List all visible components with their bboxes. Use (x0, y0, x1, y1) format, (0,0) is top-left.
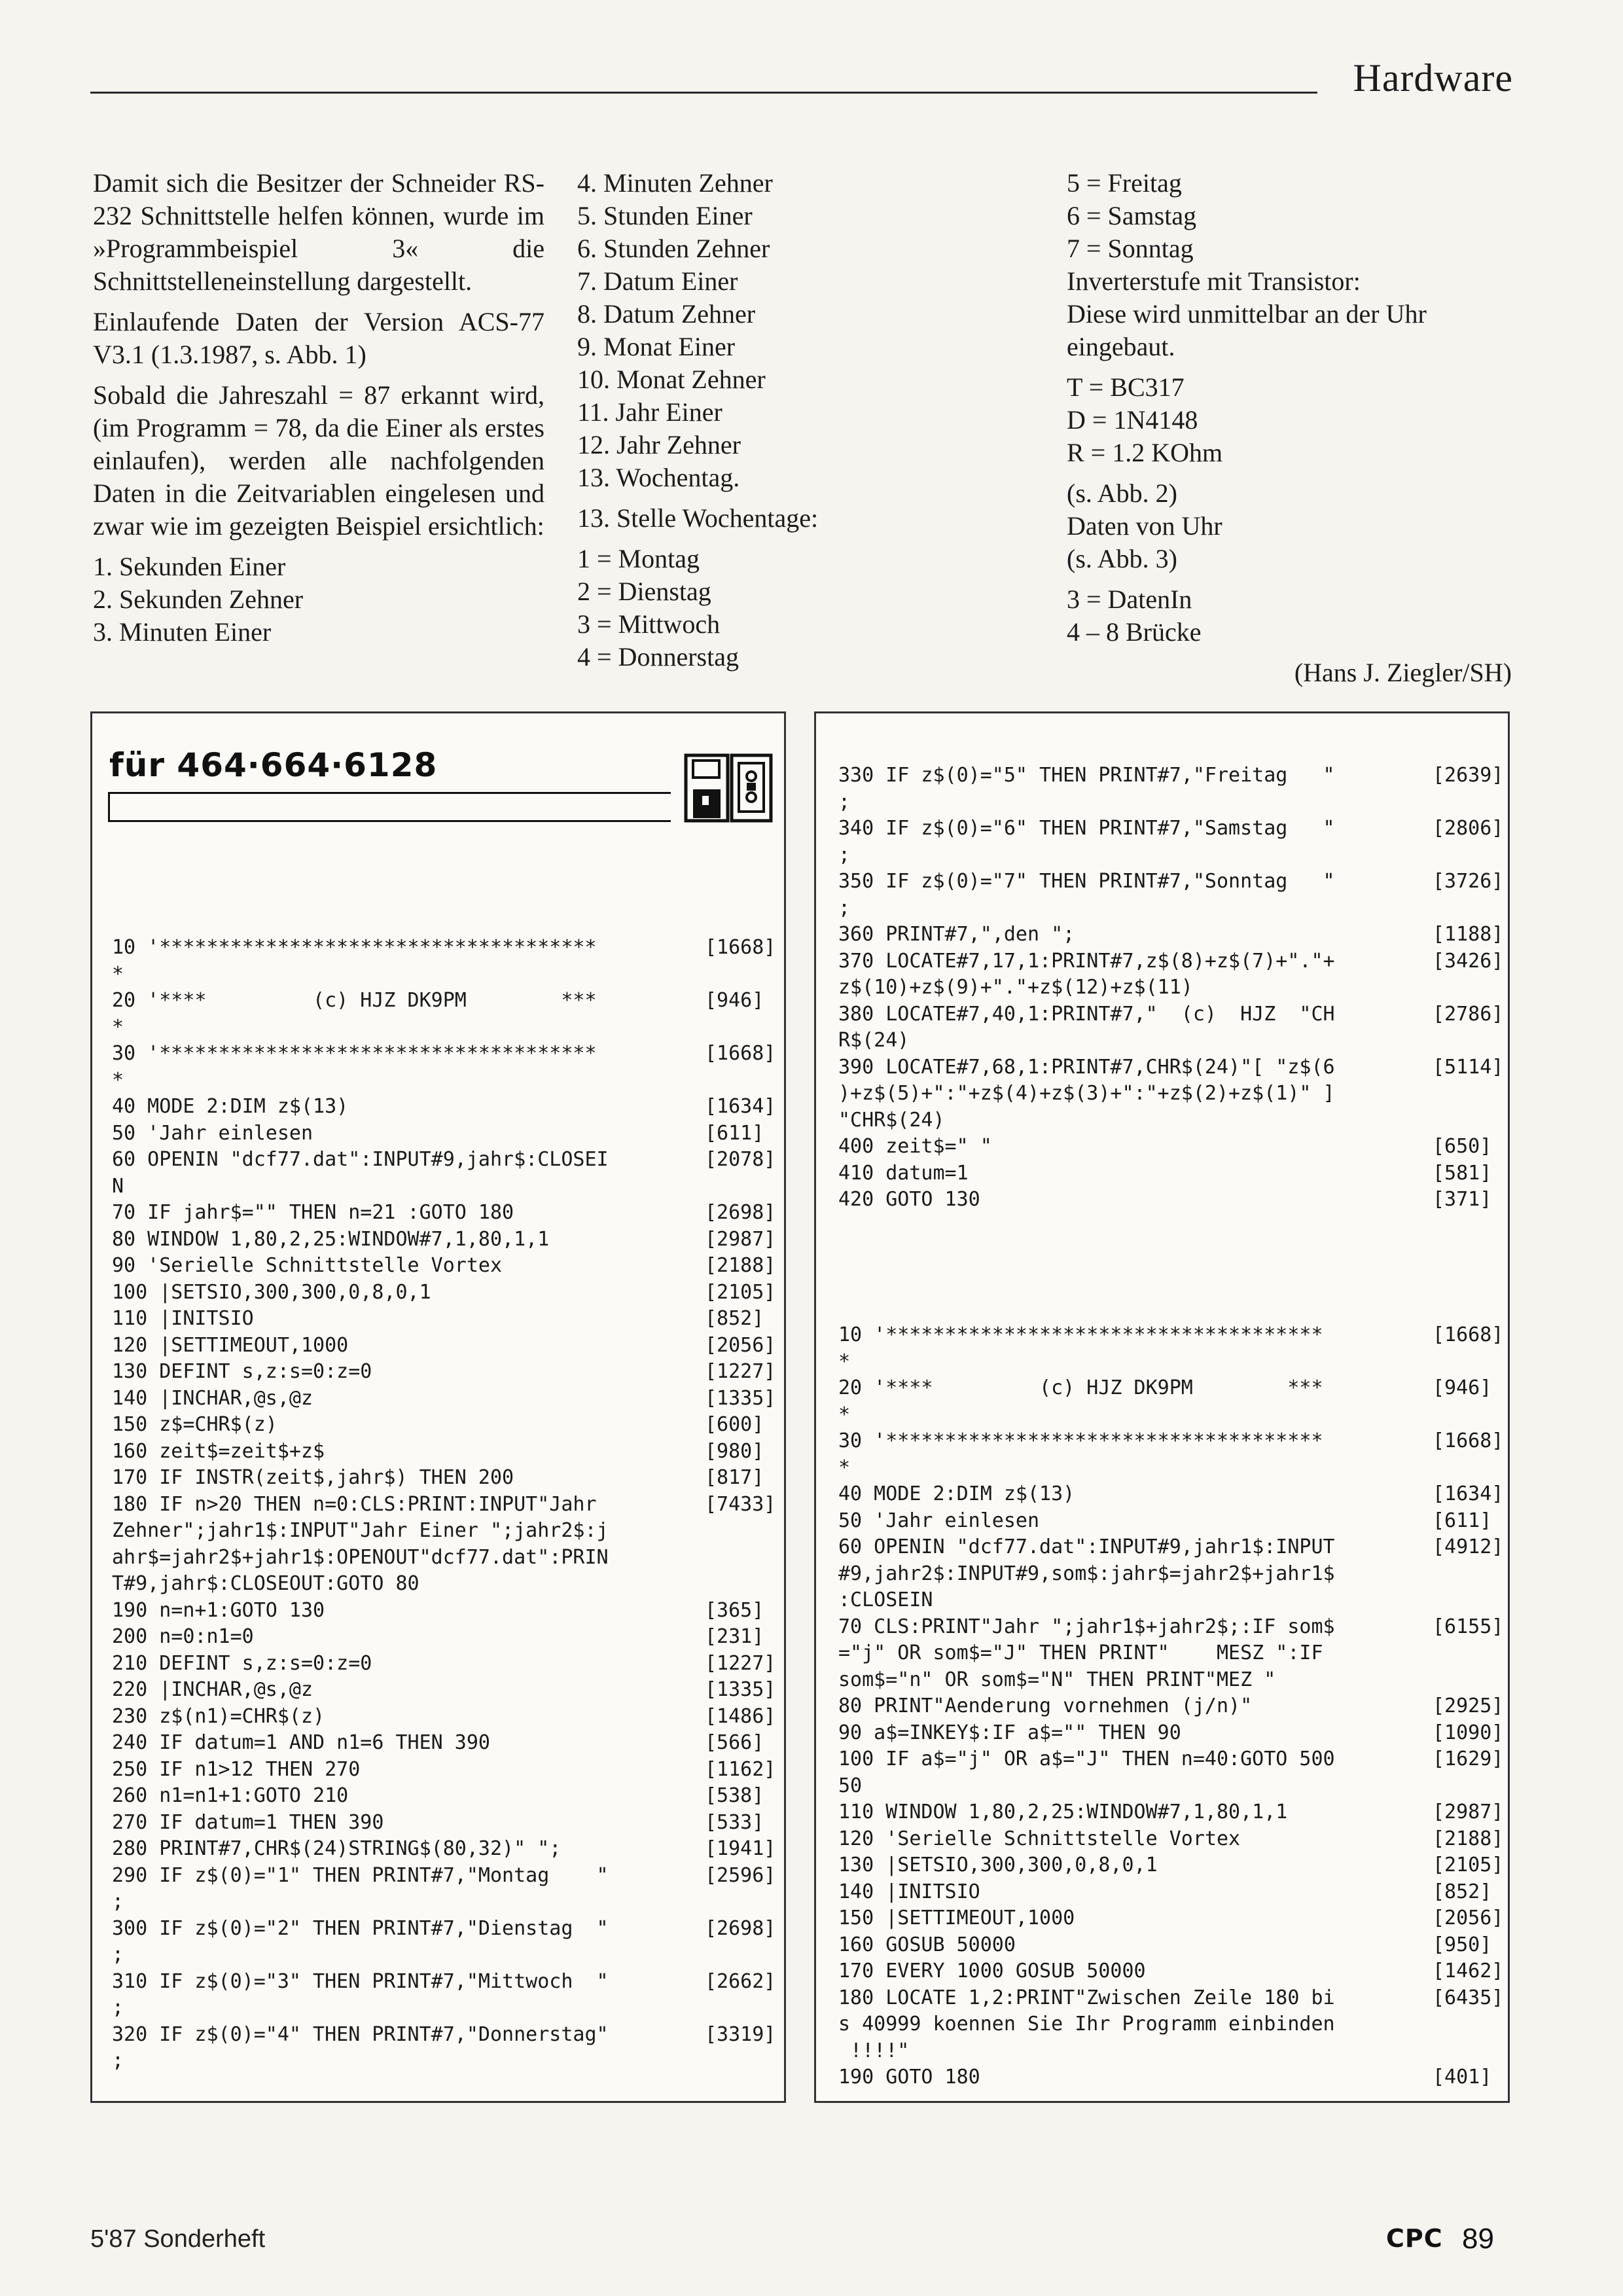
code-line (838, 895, 1335, 922)
code-line (112, 988, 764, 1014)
checksum: [1486] (705, 1704, 776, 1728)
code-line (112, 1439, 764, 1465)
code-text: * (112, 1068, 124, 1092)
code-text: 70 IF jahr$="" THEN n=21 :GOTO 180 (112, 1201, 514, 1224)
code-line (112, 1227, 776, 1253)
code-line (112, 1174, 609, 1200)
code-text: #9,jahr2$:INPUT#9,som$:jahr$=jahr2$+jahr1$ (838, 1562, 1335, 1585)
code-line (838, 1107, 1335, 1134)
checksum: [401] (1433, 2066, 1492, 2089)
code-line (112, 1704, 776, 1731)
code-line (112, 1651, 776, 1677)
list-item: 3 = Mittwoch (577, 609, 721, 639)
code-text: 320 IF z$(0)="4" THEN PRINT#7,"Donnerstag" (112, 2022, 609, 2046)
code-line (112, 961, 609, 988)
paragraph: Sobald die Jahreszahl = 87 erkannt wird, (im Programm = 78, da die Einer als erstes einlaufen), werden alle nachfolgenden Daten in die Zeitvariablen eingelesen und zwar wie im gezeigten Beispiel ersichtlich: (93, 380, 544, 541)
checksum: [2056] (705, 1333, 776, 1357)
code-line (838, 1508, 1492, 1535)
checksum: [852] (1433, 1880, 1492, 1903)
list-item: 3. Minuten Einer (93, 617, 272, 647)
byline: (Hans J. Ziegler/SH) (1294, 658, 1512, 687)
code-line (838, 1054, 1504, 1081)
code-line (838, 1614, 1504, 1641)
code-text: 200 n=0:n1=0 (112, 1625, 254, 1648)
code-text: ="j" OR som$="J" THEN PRINT" MESZ ":IF (838, 1641, 1323, 1664)
code-text: * (112, 1015, 124, 1039)
checksum: [950] (1433, 1933, 1492, 1956)
code-listing (838, 1322, 1504, 2091)
code-text: Zehner";jahr1$:INPUT"Jahr Einer ";jahr2$:j (112, 1519, 609, 1542)
code-text: 90 'Serielle Schnittstelle Vortex (112, 1254, 503, 1277)
code-line (838, 1001, 1504, 1028)
code-text: 210 DEFINT s,z:s=0:z=0 (112, 1651, 372, 1675)
code-line (112, 1200, 776, 1227)
code-text: ; (838, 843, 851, 867)
code-text: 30 '************************************* (838, 1429, 1323, 1452)
code-line (112, 1836, 776, 1863)
code-line (112, 2048, 609, 2075)
code-text: 130 |SETSIO,300,300,0,8,0,1 (838, 1854, 1158, 1876)
code-text: 170 EVERY 1000 GOSUB 50000 (838, 1960, 1146, 1982)
checksum: [1668] (705, 1042, 776, 1065)
code-line (112, 1094, 776, 1121)
code-text: 10 '************************************* (112, 936, 597, 959)
code-line (112, 1465, 764, 1492)
checksum: [2188] (1433, 1827, 1504, 1850)
code-text: ; (112, 2049, 124, 2072)
code-line (838, 1958, 1504, 1985)
checksum: [1335] (705, 1678, 776, 1701)
list-item: 5. Stunden Einer (577, 201, 753, 230)
code-text: 60 OPENIN "dcf77.dat":INPUT#9,jahr1$:INPUT (838, 1535, 1335, 1558)
figure-reference: (s. Abb. 2) (1067, 478, 1177, 508)
code-text: 50 'Jahr einlesen (838, 1509, 1040, 1532)
code-text: 260 n1=n1+1:GOTO 210 (112, 1784, 349, 1807)
code-line (838, 1640, 1335, 1667)
checksum: [2188] (705, 1254, 776, 1277)
checksum: [2596] (705, 1863, 776, 1887)
checksum: [2987] (1433, 1801, 1504, 1823)
code-line (838, 922, 1504, 948)
code-line (112, 1677, 776, 1704)
code-line (838, 842, 1335, 869)
code-text: 30 '************************************* (112, 1042, 597, 1065)
code-line (838, 1826, 1504, 1853)
code-text: s 40999 koennen Sie Ihr Programm einbinden (838, 2013, 1335, 2036)
code-line (112, 1571, 609, 1598)
code-line (838, 1746, 1504, 1773)
checksum: [1162] (705, 1757, 776, 1781)
list-item: 11. Jahr Einer (577, 397, 722, 427)
code-line (112, 1121, 764, 1147)
checksum: [2806] (1433, 817, 1504, 840)
code-text: :CLOSEIN (838, 1588, 933, 1611)
text-column-3 (1067, 167, 1512, 697)
list-item: 6 = Samstag (1067, 201, 1197, 230)
code-text: N (112, 1174, 124, 1198)
code-line (838, 1187, 1492, 1213)
code-line (838, 1455, 1335, 1482)
list-item: 1. Sekunden Einer (93, 552, 286, 581)
code-text: * (112, 962, 124, 986)
paragraph: Einlaufende Daten der Version ACS-77 V3.1 (1.3.1987, s. Abb. 1) (93, 307, 544, 369)
code-text: ; (112, 1943, 124, 1966)
code-listing (838, 762, 1504, 1213)
checksum: [566] (705, 1731, 764, 1754)
code-line (112, 1598, 764, 1624)
list-item: 4 = Donnerstag (577, 642, 739, 672)
checksum: [231] (705, 1625, 764, 1648)
code-text: 110 |INITSIO (112, 1307, 254, 1330)
code-line (838, 2038, 1335, 2065)
code-line (112, 1969, 776, 1996)
code-line (112, 1757, 776, 1784)
code-text: 410 datum=1 (838, 1161, 969, 1185)
code-text: 10 '************************************* (838, 1323, 1323, 1346)
checksum: [1462] (1433, 1960, 1504, 1982)
code-line (838, 1160, 1492, 1187)
code-text: 140 |INITSIO (838, 1880, 980, 1903)
code-line (112, 2022, 776, 2049)
list-item: D = 1N4148 (1067, 405, 1198, 435)
code-line (838, 1134, 1492, 1160)
code-text: * (838, 1403, 851, 1426)
code-text: 90 a$=INKEY$:IF a$="" THEN 90 (838, 1721, 1181, 1744)
checksum: [4912] (1433, 1535, 1504, 1558)
checksum: [817] (705, 1466, 764, 1489)
code-line (838, 1322, 1504, 1349)
code-line (838, 789, 1335, 816)
code-text: 110 WINDOW 1,80,2,25:WINDOW#7,1,80,1,1 (838, 1801, 1288, 1823)
checksum: [6435] (1433, 1986, 1504, 2009)
code-line (838, 1428, 1504, 1455)
code-line (838, 1349, 1335, 1376)
checksum: [946] (1433, 1376, 1492, 1399)
code-line (112, 1730, 764, 1757)
list-item: 7. Datum Einer (577, 266, 738, 296)
floppy-disk-icon (684, 753, 730, 825)
code-text: 140 |INCHAR,@s,@z (112, 1386, 313, 1410)
code-line (838, 1773, 1335, 1800)
list-item: R = 1.2 KOhm (1067, 438, 1223, 467)
code-line (838, 1879, 1492, 1906)
code-line (112, 1518, 609, 1545)
code-text: 20 '**** (c) HJZ DK9PM *** (838, 1376, 1323, 1399)
header-rule (90, 92, 1317, 94)
checksum: [2662] (705, 1969, 776, 1993)
code-line (838, 1720, 1504, 1747)
code-line (838, 948, 1504, 975)
code-text: R$(24) (838, 1029, 910, 1052)
code-text: ahr$=jahr2$+jahr1$:OPENOUT"dcf77.dat":PRIN (112, 1545, 609, 1569)
checksum: [6155] (1433, 1615, 1504, 1638)
checksum: [7433] (705, 1492, 776, 1516)
checksum: [2698] (705, 1916, 776, 1940)
code-line (838, 1852, 1504, 1879)
checksum: [611] (705, 1121, 764, 1145)
code-text: )+z$(5)+":"+z$(4)+z$(3)+":"+z$(2)+z$(1)" ] (838, 1082, 1335, 1105)
code-text: 100 |SETSIO,300,300,0,8,0,1 (112, 1280, 431, 1304)
code-text: T#9,jahr$:CLOSEOUT:GOTO 80 (112, 1572, 419, 1595)
code-line (112, 1253, 776, 1280)
code-text: 390 LOCATE#7,68,1:PRINT#7,CHR$(24)"[ "z$(6 (838, 1055, 1335, 1079)
code-line (838, 1081, 1335, 1107)
checksum: [852] (705, 1307, 764, 1330)
code-line (112, 935, 776, 961)
checksum: [1227] (705, 1651, 776, 1675)
checksum: [1668] (1433, 1323, 1504, 1346)
checksum: [1668] (1433, 1429, 1504, 1452)
code-text: ; (838, 896, 851, 920)
code-text: 100 IF a$="j" OR a$="J" THEN n=40:GOTO 500 (838, 1748, 1335, 1770)
code-text: 150 z$=CHR$(z) (112, 1413, 277, 1436)
code-line (112, 1810, 764, 1837)
code-line (838, 1561, 1335, 1588)
code-text: 80 WINDOW 1,80,2,25:WINDOW#7,1,80,1,1 (112, 1227, 550, 1251)
checksum: [1668] (705, 936, 776, 959)
checksum: [611] (1433, 1509, 1492, 1532)
code-line (838, 2011, 1335, 2038)
checksum: [2105] (1433, 1854, 1504, 1876)
code-line (112, 1995, 609, 2022)
code-text: 330 IF z$(0)="5" THEN PRINT#7,"Freitag " (838, 764, 1335, 787)
checksum: [2056] (1433, 1907, 1504, 1929)
checksum: [1090] (1433, 1721, 1504, 1744)
code-line (838, 1799, 1504, 1826)
code-line (112, 1916, 776, 1943)
code-text: ; (112, 1996, 124, 2019)
code-line (838, 1905, 1504, 1932)
code-text: 270 IF datum=1 THEN 390 (112, 1810, 384, 1834)
code-text: 50 (838, 1774, 863, 1797)
code-text: 120 |SETTIMEOUT,1000 (112, 1333, 349, 1357)
platform-label: für 464·664·6128 (109, 746, 438, 784)
checksum: [1188] (1433, 923, 1504, 946)
checksum: [2698] (705, 1201, 776, 1224)
text-column-1 (93, 167, 544, 649)
code-line (112, 1386, 776, 1412)
page-number: 89 (1462, 2223, 1494, 2255)
code-text: 240 IF datum=1 AND n1=6 THEN 390 (112, 1731, 490, 1754)
code-line (838, 1481, 1504, 1508)
checksum: [371] (1433, 1188, 1492, 1211)
code-text: 340 IF z$(0)="6" THEN PRINT#7,"Samstag " (838, 817, 1335, 840)
code-line (112, 1067, 609, 1094)
subheading: 13. Stelle Wochentage: (577, 503, 819, 533)
code-text: 220 |INCHAR,@s,@z (112, 1678, 313, 1701)
code-text: 130 DEFINT s,z:s=0:z=0 (112, 1360, 372, 1383)
checksum: [3426] (1433, 949, 1504, 973)
list-item: 4 – 8 Brücke (1067, 617, 1202, 647)
listing-box-left (90, 711, 786, 2103)
platform-banner (108, 746, 769, 818)
code-line (112, 1147, 776, 1174)
code-text: 370 LOCATE#7,17,1:PRINT#7,z$(8)+z$(7)+"."+ (838, 949, 1335, 973)
code-text: 380 LOCATE#7,40,1:PRINT#7," (c) HJZ "CH (838, 1002, 1335, 1026)
code-text: 350 IF z$(0)="7" THEN PRINT#7,"Sonntag " (838, 870, 1335, 893)
code-text: 190 n=n+1:GOTO 130 (112, 1598, 325, 1622)
checksum: [3726] (1433, 870, 1504, 893)
list-item: 2. Sekunden Zehner (93, 584, 304, 614)
code-text: 120 'Serielle Schnittstelle Vortex (838, 1827, 1241, 1850)
code-line (112, 1545, 609, 1571)
code-line (838, 2064, 1492, 2091)
code-line (838, 1667, 1335, 1694)
list-item: 5 = Freitag (1067, 168, 1182, 198)
code-line (838, 1932, 1492, 1959)
list-item: 6. Stunden Zehner (577, 234, 770, 263)
code-line (838, 1028, 1335, 1054)
code-text: ; (838, 790, 851, 814)
cassette-icon (728, 753, 774, 825)
checksum: [1629] (1433, 1748, 1504, 1770)
checksum: [538] (705, 1784, 764, 1807)
code-line (112, 1041, 776, 1067)
code-line (838, 1587, 1335, 1614)
code-line (838, 1693, 1504, 1720)
list-item: 4. Minuten Zehner (577, 168, 773, 198)
code-text: 290 IF z$(0)="1" THEN PRINT#7,"Montag " (112, 1863, 609, 1887)
section-title: Hardware (1347, 56, 1513, 101)
checksum: [3319] (705, 2022, 776, 2046)
checksum: [2078] (705, 1148, 776, 1171)
list-item: 2 = Dienstag (577, 577, 711, 606)
code-text: 190 GOTO 180 (838, 2066, 980, 2089)
code-line (112, 1014, 609, 1041)
code-text: 80 PRINT"Aenderung vornehmen (j/n)" (838, 1695, 1253, 1717)
code-text: 70 CLS:PRINT"Jahr ";jahr1$+jahr2$;:IF som$ (838, 1615, 1335, 1638)
checksum: [5114] (1433, 1055, 1504, 1079)
code-text: 160 zeit$=zeit$+z$ (112, 1439, 325, 1463)
list-item: 12. Jahr Zehner (577, 430, 741, 459)
code-listing (112, 935, 776, 2075)
list-item: 13. Wochentag. (577, 463, 740, 492)
code-text: 230 z$(n1)=CHR$(z) (112, 1704, 325, 1728)
checksum: [600] (705, 1413, 764, 1436)
code-line (838, 1375, 1492, 1402)
code-line (112, 1412, 764, 1439)
footer-brand-logo: CPC (1386, 2224, 1443, 2253)
checksum: [1941] (705, 1837, 776, 1860)
daten-label: Daten von Uhr (1067, 511, 1222, 541)
checksum: [1634] (1433, 1482, 1504, 1505)
code-line (838, 869, 1504, 895)
code-text: 180 IF n>20 THEN n=0:CLS:PRINT:INPUT"Jahr (112, 1492, 597, 1516)
list-item: 1 = Montag (577, 544, 700, 573)
code-line (112, 1889, 609, 1916)
checksum: [2786] (1433, 1002, 1504, 1026)
code-line (112, 1280, 776, 1306)
code-text: * (838, 1350, 851, 1373)
code-line (838, 1985, 1504, 2012)
code-text: "CHR$(24) (838, 1108, 945, 1132)
list-item: 3 = DatenIn (1067, 584, 1192, 614)
code-line (838, 816, 1504, 842)
list-item: 7 = Sonntag (1067, 234, 1194, 263)
list-item: 8. Datum Zehner (577, 299, 756, 329)
code-text: 360 PRINT#7,",den "; (838, 923, 1075, 946)
code-text: 40 MODE 2:DIM z$(13) (112, 1095, 349, 1118)
checksum: [581] (1433, 1161, 1492, 1185)
code-text: 280 PRINT#7,CHR$(24)STRING$(80,32)" "; (112, 1837, 562, 1860)
figure-reference: (s. Abb. 3) (1067, 544, 1177, 573)
code-text: 60 OPENIN "dcf77.dat":INPUT#9,jahr$:CLOSEI (112, 1148, 609, 1171)
code-text: 150 |SETTIMEOUT,1000 (838, 1907, 1075, 1929)
checksum: [2925] (1433, 1695, 1504, 1717)
checksum: [650] (1433, 1135, 1492, 1158)
code-text: 310 IF z$(0)="3" THEN PRINT#7,"Mittwoch " (112, 1969, 609, 1993)
code-text: 40 MODE 2:DIM z$(13) (838, 1482, 1075, 1505)
listing-box-right (814, 711, 1510, 2103)
checksum: [946] (705, 989, 764, 1012)
code-text: 160 GOSUB 50000 (838, 1933, 1016, 1956)
inverter-description: Diese wird unmittelbar an der Uhr eingebaut. (1067, 299, 1427, 361)
footer-issue: 5'87 Sonderheft (90, 2225, 266, 2253)
code-line (838, 1534, 1504, 1561)
list-item: 9. Monat Einer (577, 332, 736, 361)
checksum: [1227] (705, 1360, 776, 1383)
code-text: !!!!" (838, 2039, 910, 2062)
code-line (838, 1402, 1335, 1429)
code-text: som$="n" OR som$="N" THEN PRINT"MEZ " (838, 1668, 1276, 1691)
checksum: [1634] (705, 1095, 776, 1118)
checksum: [533] (705, 1810, 764, 1834)
code-line (838, 762, 1504, 789)
code-text: ; (112, 1890, 124, 1913)
checksum: [2105] (705, 1280, 776, 1304)
code-text: 180 LOCATE 1,2:PRINT"Zwischen Zeile 180 bi (838, 1986, 1335, 2009)
checksum: [1335] (705, 1386, 776, 1410)
code-text: * (838, 1456, 851, 1479)
code-line (112, 1863, 776, 1890)
text-column-2 (577, 167, 918, 673)
paragraph: Damit sich die Besitzer der Schneider RS-232 Schnittstelle helfen können, wurde im »Programmbeispiel 3« die Schnittstelleneinstellung dargestellt. (93, 168, 544, 296)
code-text: 250 IF n1>12 THEN 270 (112, 1757, 361, 1781)
inverter-label: Inverterstufe mit Transistor: (1067, 266, 1361, 296)
code-text: 300 IF z$(0)="2" THEN PRINT#7,"Dienstag " (112, 1916, 609, 1940)
list-item: 10. Monat Zehner (577, 365, 766, 394)
checksum: [365] (705, 1598, 764, 1622)
code-line (112, 1492, 776, 1518)
code-line (112, 1306, 764, 1333)
code-text: 420 GOTO 130 (838, 1188, 980, 1211)
platform-underbar (108, 792, 671, 822)
code-text: 20 '**** (c) HJZ DK9PM *** (112, 989, 597, 1012)
code-line (112, 1624, 764, 1651)
code-text: 400 zeit$=" " (838, 1135, 992, 1158)
code-line (112, 1333, 776, 1359)
checksum: [2639] (1433, 764, 1504, 787)
checksum: [980] (705, 1439, 764, 1463)
code-line (838, 975, 1335, 1001)
checksum: [2987] (705, 1227, 776, 1251)
code-line (112, 1783, 764, 1810)
code-line (112, 1942, 609, 1969)
code-text: 170 IF INSTR(zeit$,jahr$) THEN 200 (112, 1466, 514, 1489)
list-item: T = BC317 (1067, 372, 1185, 402)
code-text: 50 'Jahr einlesen (112, 1121, 313, 1145)
code-line (112, 1359, 776, 1386)
code-text: z$(10)+z$(9)+"."+z$(12)+z$(11) (838, 976, 1193, 999)
